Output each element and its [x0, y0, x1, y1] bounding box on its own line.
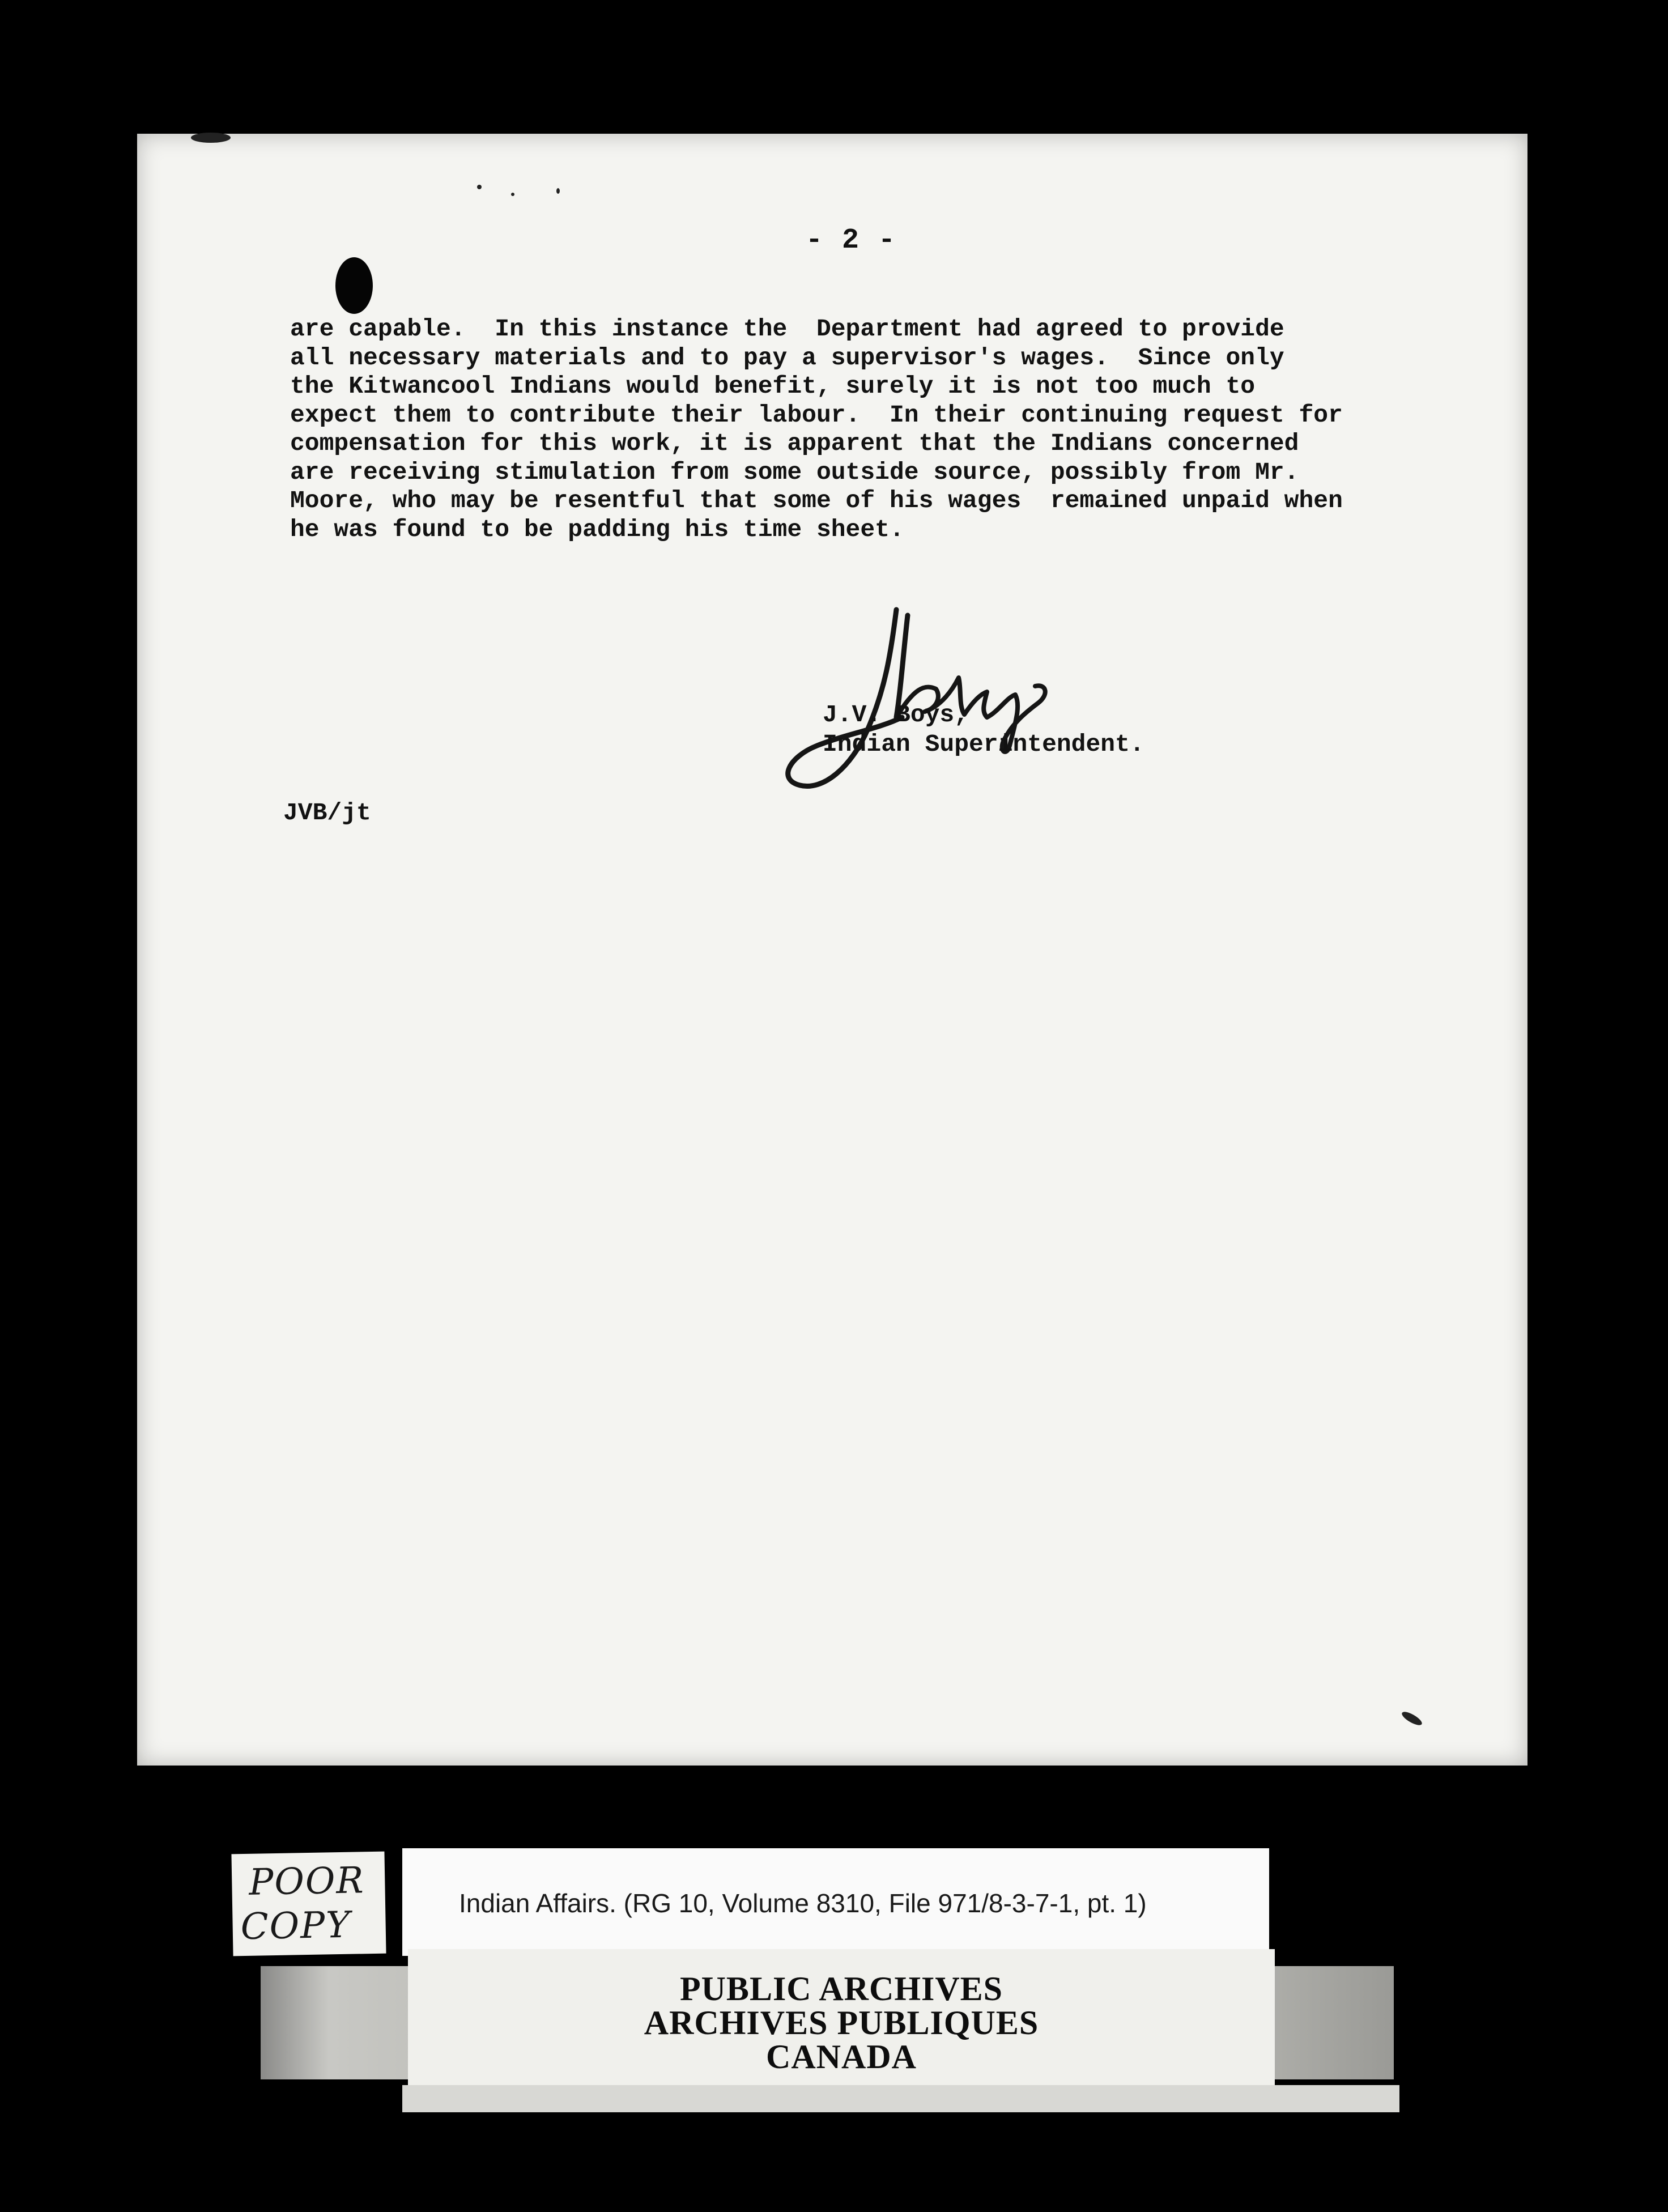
film-bottom-band	[402, 2085, 1399, 2112]
poor-copy-line: POOR	[248, 1860, 365, 1904]
speck	[1400, 1709, 1424, 1728]
archive-reference-text: Indian Affairs. (RG 10, Volume 8310, File 971/8-3-7-1, pt. 1)	[459, 1888, 1147, 1918]
speck	[477, 185, 482, 189]
document-page	[137, 134, 1527, 1766]
archives-line: PUBLIC ARCHIVES	[679, 1970, 1003, 2007]
corner-smudge	[191, 133, 231, 143]
archives-line: ARCHIVES PUBLIQUES	[644, 2004, 1039, 2041]
body-line: are receiving stimulation from some outside source, possibly from Mr.	[290, 458, 1299, 486]
body-line: are capable. In this instance the Department had agreed to provide	[290, 315, 1284, 343]
archive-reference-label	[402, 1848, 1269, 1956]
body-line: expect them to contribute their labour. In their continuing request for	[290, 401, 1343, 429]
body-line: compensation for this work, it is apparent that the Indians concerned	[290, 429, 1299, 457]
body-line: the Kitwancool Indians would benefit, surely it is not too much to	[290, 372, 1256, 400]
poor-copy-stamp	[231, 1852, 386, 1956]
reference-initials: JVB/jt	[283, 799, 371, 827]
body-line: all necessary materials and to pay a supervisor's wages. Since only	[290, 343, 1284, 372]
signer-title: Indian Superintendent.	[823, 730, 1144, 758]
hole-punch-mark	[335, 257, 373, 314]
body-line: he was found to be padding his time sheet.	[290, 515, 904, 543]
body-line: Moore, who may be resentful that some of his wages remained unpaid when	[290, 487, 1343, 514]
public-archives-label	[408, 1949, 1275, 2091]
speck	[556, 188, 560, 194]
speck	[511, 193, 514, 196]
poor-copy-line: COPY	[240, 1904, 352, 1949]
archives-line: CANADA	[766, 2038, 917, 2075]
letter-body	[290, 315, 1537, 544]
signer-name: J.V. Boys,	[823, 701, 969, 729]
page-number: - 2 -	[806, 224, 897, 257]
